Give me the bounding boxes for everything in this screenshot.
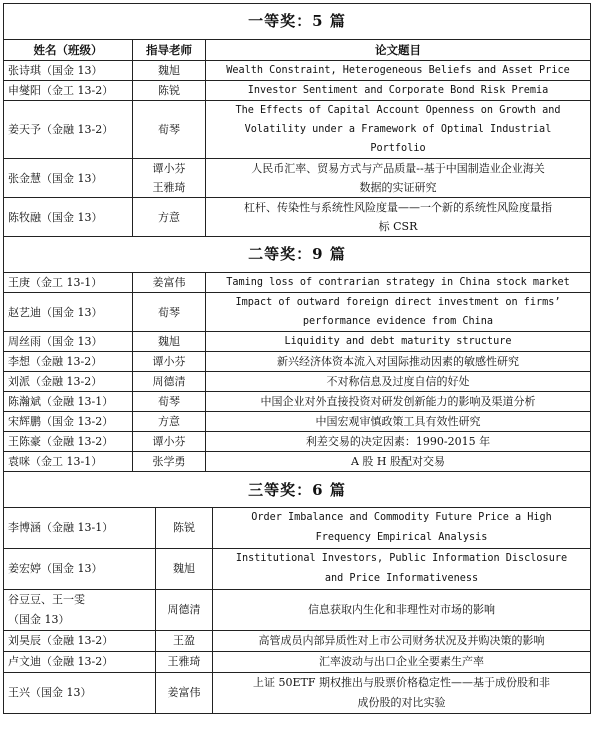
student-cell: 张金慧（国金 13）: [4, 159, 133, 198]
table-row: [4, 159, 591, 198]
advisor-cell: 陈锐: [156, 508, 213, 549]
topic-cell: A 股 H 股配对交易: [206, 452, 591, 472]
topic-cell: 汇率波动与出口企业全要素生产率: [213, 652, 591, 673]
student-cell: 赵艺迪（国金 13）: [4, 293, 133, 332]
topic-cell: Institutional Investors, Public Information Disclosure and Price Informativeness: [213, 549, 591, 590]
topic-cell: The Effects of Capital Account Openness on Growth and Volatility under a Framework of Optimal Industrial Portfolio: [206, 101, 591, 159]
table-row: [4, 372, 591, 392]
student-cell: 李博涵（金融 13-1）: [4, 508, 156, 549]
student-cell: 周丝雨（国金 13）: [4, 332, 133, 352]
student-cell: 李想（金融 13-2）: [4, 352, 133, 372]
advisor-cell: 魏旭: [156, 549, 213, 590]
section-title: 二等奖：9 篇: [4, 237, 591, 273]
topic-cell: Wealth Constraint, Heterogeneous Beliefs and Asset Price: [206, 61, 591, 81]
table-row: [4, 652, 591, 673]
table-row: [4, 101, 591, 159]
advisor-cell: 周德清: [156, 590, 213, 631]
topic-cell: 利差交易的决定因素：1990-2015 年: [206, 432, 591, 452]
topic-cell: 中国宏观审慎政策工具有效性研究: [206, 412, 591, 432]
topic-cell: 新兴经济体资本流入对国际推动因素的敏感性研究: [206, 352, 591, 372]
advisor-cell: 王盈: [156, 631, 213, 652]
table-row: [4, 392, 591, 412]
topic-cell: Investor Sentiment and Corporate Bond Risk Premia: [206, 81, 591, 101]
student-cell: 袁咪（金工 13-1）: [4, 452, 133, 472]
advisor-cell: 荀琴: [133, 101, 206, 159]
table-row: [4, 432, 591, 452]
advisor-cell: 姜富伟: [133, 273, 206, 293]
table-row: [4, 81, 591, 101]
student-cell: 申燮阳（金工 13-2）: [4, 81, 133, 101]
topic-cell: Impact of outward foreign direct investment on firms’ performance evidence from China: [206, 293, 591, 332]
topic-cell: Liquidity and debt maturity structure: [206, 332, 591, 352]
section-title-row: [4, 472, 591, 508]
advisor-cell: 方意: [133, 198, 206, 237]
advisor-cell: 谭小芬: [133, 352, 206, 372]
table-row: [4, 590, 591, 631]
student-cell: 姜天予（金融 13-2）: [4, 101, 133, 159]
student-cell: 谷豆豆、王一雯 （国金 13）: [4, 590, 156, 631]
student-cell: 卢文迪（金融 13-2）: [4, 652, 156, 673]
section-title: 三等奖：6 篇: [4, 472, 591, 508]
header-advisor: 指导老师: [133, 40, 206, 61]
student-cell: 张诗琪（国金 13）: [4, 61, 133, 81]
header-topic: 论文题目: [206, 40, 591, 61]
advisor-cell: 陈锐: [133, 81, 206, 101]
student-cell: 陈瀚斌（金融 13-1）: [4, 392, 133, 412]
table-row: [4, 452, 591, 472]
table-row: [4, 198, 591, 237]
table-row: [4, 673, 591, 714]
topic-cell: 不对称信息及过度自信的好处: [206, 372, 591, 392]
awards-table-first-second: [3, 3, 591, 472]
awards-sheet: [3, 3, 590, 714]
section-title-row: [4, 237, 591, 273]
advisor-cell: 方意: [133, 412, 206, 432]
table-row: [4, 508, 591, 549]
table-row: [4, 352, 591, 372]
student-cell: 王庚（金工 13-1）: [4, 273, 133, 293]
table-row: [4, 549, 591, 590]
student-cell: 陈牧融（国金 13）: [4, 198, 133, 237]
advisor-cell: 魏旭: [133, 61, 206, 81]
student-cell: 宋辉鹏（国金 13-2）: [4, 412, 133, 432]
advisor-cell: 王雅琦: [156, 652, 213, 673]
section-title-first: 一等奖：5 篇: [4, 4, 591, 40]
topic-cell: 高管成员内部异质性对上市公司财务状况及并购决策的影响: [213, 631, 591, 652]
topic-cell: Order Imbalance and Commodity Future Price a High Frequency Empirical Analysis: [213, 508, 591, 549]
topic-cell: 杠杆、传染性与系统性风险度量——一个新的系统性风险度量指 标 CSR: [206, 198, 591, 237]
advisor-cell: 姜富伟: [156, 673, 213, 714]
advisor-cell: 荀琴: [133, 392, 206, 412]
advisor-cell: 谭小芬: [133, 432, 206, 452]
table-row: [4, 631, 591, 652]
advisor-cell: 谭小芬 王雅琦: [133, 159, 206, 198]
topic-cell: 上证 50ETF 期权推出与股票价格稳定性——基于成份股和非 成份股的对比实验: [213, 673, 591, 714]
student-cell: 刘派（金融 13-2）: [4, 372, 133, 392]
student-cell: 王兴（国金 13）: [4, 673, 156, 714]
header-row: [4, 40, 591, 61]
topic-cell: Taming loss of contrarian strategy in China stock market: [206, 273, 591, 293]
section-title-row: [4, 4, 591, 40]
awards-table-third: [3, 471, 591, 714]
student-cell: 姜宏婷（国金 13）: [4, 549, 156, 590]
table-row: [4, 61, 591, 81]
student-cell: 刘昊辰（金融 13-2）: [4, 631, 156, 652]
table-row: [4, 412, 591, 432]
topic-cell: 信息获取内生化和非理性对市场的影响: [213, 590, 591, 631]
advisor-cell: 魏旭: [133, 332, 206, 352]
table-row: [4, 293, 591, 332]
table-row: [4, 273, 591, 293]
table-row: [4, 332, 591, 352]
advisor-cell: 荀琴: [133, 293, 206, 332]
advisor-cell: 张学勇: [133, 452, 206, 472]
student-cell: 王陈豪（金融 13-2）: [4, 432, 133, 452]
topic-cell: 中国企业对外直接投资对研发创新能力的影响及渠道分析: [206, 392, 591, 412]
header-student: 姓名（班级）: [4, 40, 133, 61]
topic-cell: 人民币汇率、贸易方式与产品质量--基于中国制造业企业海关 数据的实证研究: [206, 159, 591, 198]
advisor-cell: 周德清: [133, 372, 206, 392]
